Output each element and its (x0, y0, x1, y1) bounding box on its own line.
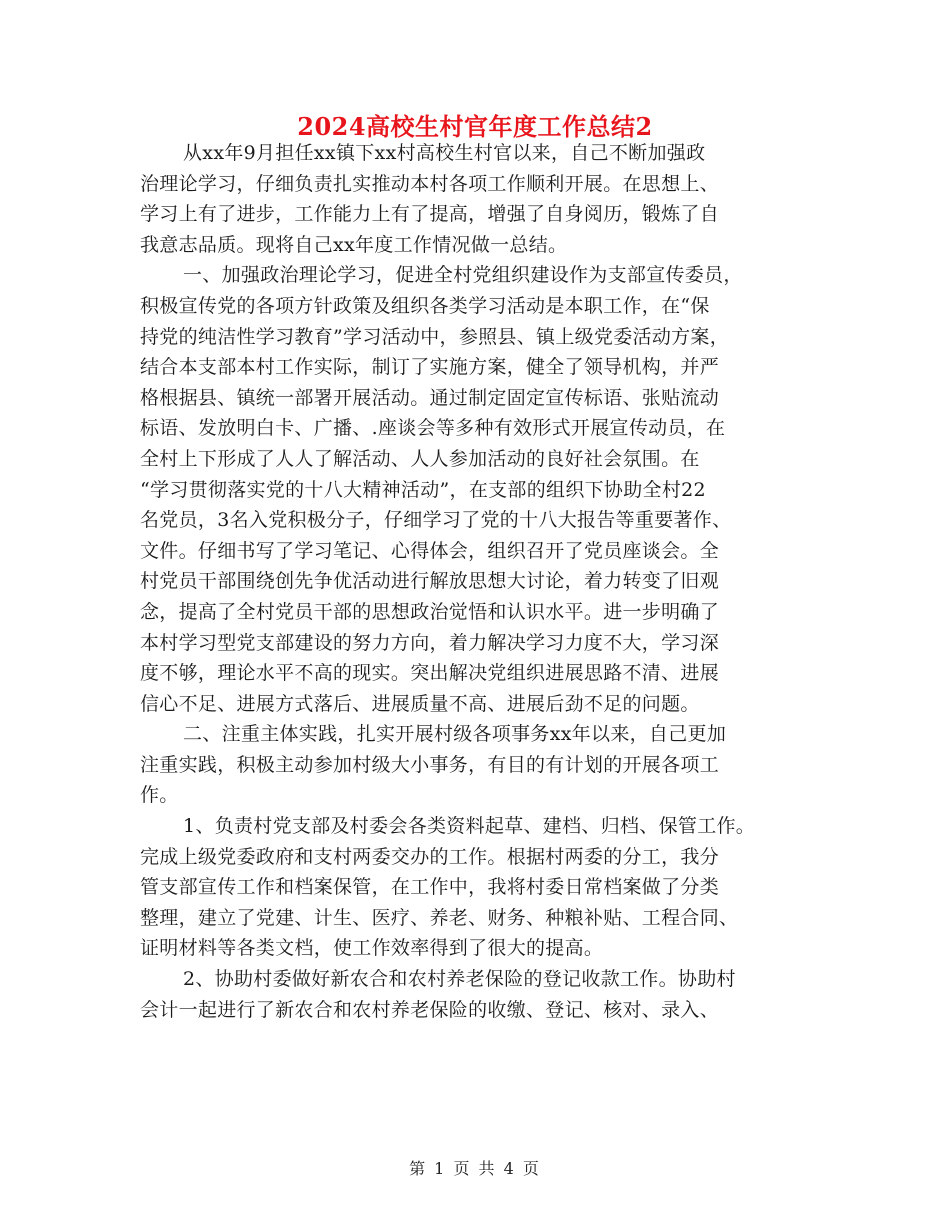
text-line: 我意志品质。现将自己xx年度工作情况做一总结。 (140, 233, 568, 256)
document-title: 2024高校生村官年度工作总结2 (297, 112, 653, 141)
text-line: 积极宣传党的各项方针政策及组织各类学习活动是本职工作，在“保 (140, 294, 710, 317)
text-line: 1、负责村党支部及村委会各类资料起草、建档、归档、保管工作。 (183, 815, 756, 838)
document-body (140, 138, 820, 1025)
paragraph-section-2 (140, 719, 820, 811)
text-line: 名党员，3名入党积极分子，仔细学习了党的十八大报告等重要著作、 (140, 509, 732, 532)
text-line: 村党员干部围绕创先争优活动进行解放思想大讨论，着力转变了旧观 (140, 570, 720, 593)
text-line: “学习贯彻落实党的十八大精神活动”，在支部的组织下协助全村22 (140, 478, 706, 501)
paragraph-item-1 (140, 811, 820, 964)
paragraph-section-1 (140, 260, 820, 719)
text-line: 念，提高了全村党员干部的思想政治觉悟和认识水平。进一步明确了 (140, 600, 720, 623)
text-line: 本村学习型党支部建设的努力方向，着力解决学习力度不大，学习深 (140, 631, 720, 654)
text-line: 文件。仔细书写了学习笔记、心得体会，组织召开了党员座谈会。全 (140, 539, 720, 562)
text-line: 2、协助村委做好新农合和农村养老保险的登记收款工作。协助村 (183, 968, 736, 991)
text-line: 完成上级党委政府和支村两委交办的工作。根据村两委的分工，我分 (140, 845, 720, 868)
paragraph-intro (140, 138, 820, 260)
text-line: 信心不足、进展方式落后、进展质量不高、进展后劲不足的问题。 (140, 692, 700, 715)
text-line: 度不够，理论水平不高的现实。突出解决党组织进展思路不清、进展 (140, 662, 720, 685)
text-line: 管支部宣传工作和档案保管，在工作中，我将村委日常档案做了分类 (140, 876, 720, 899)
text-line: 二、注重主体实践，扎实开展村级各项事务xx年以来，自己更加 (183, 723, 727, 746)
text-line: 标语、发放明白卡、广播、.座谈会等多种有效形式开展宣传动员，在 (140, 417, 726, 440)
text-line: 作。 (140, 784, 179, 807)
text-line: 一、加强政治理论学习，促进全村党组织建设作为支部宣传委员， (183, 264, 743, 287)
page-footer: 第 1 页 共 4 页 (409, 1159, 541, 1178)
text-line: 整理，建立了党建、计生、医疗、养老、财务、种粮补贴、工程合同、 (140, 906, 739, 929)
text-line: 证明材料等各类文档，使工作效率得到了很大的提高。 (140, 937, 604, 960)
text-line: 注重实践，积极主动参加村级大小事务，有目的有计划的开展各项工 (140, 753, 720, 776)
text-line: 持党的纯洁性学习教育”学习活动中，参照县、镇上级党委活动方案， (140, 325, 730, 348)
text-line: 从xx年9月担任xx镇下xx村高校生村官以来，自己不断加强政 (183, 142, 706, 164)
text-line: 治理论学习，仔细负责扎实推动本村各项工作顺利开展。在思想上、 (140, 172, 720, 195)
text-line: 全村上下形成了人人了解活动、人人参加活动的良好社会氛围。在 (140, 447, 700, 470)
text-line: 结合本支部本村工作实际，制订了实施方案，健全了领导机构，并严 (140, 356, 720, 379)
text-line: 会计一起进行了新农合和农村养老保险的收缴、登记、核对、录入、 (140, 998, 720, 1021)
paragraph-item-2 (140, 964, 820, 1025)
text-line: 格根据县、镇统一部署开展活动。通过制定固定宣传标语、张贴流动 (140, 386, 720, 409)
text-line: 学习上有了进步，工作能力上有了提高，增强了自身阅历，锻炼了自 (140, 203, 720, 226)
